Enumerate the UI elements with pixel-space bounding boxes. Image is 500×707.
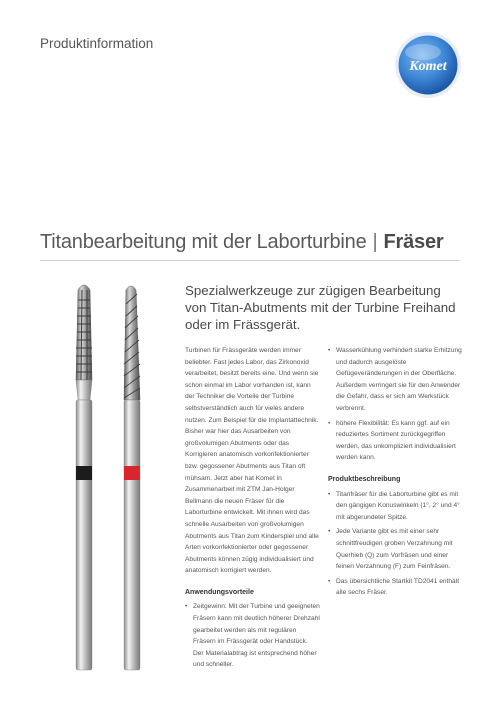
tools-illustration xyxy=(40,270,170,690)
advantages-list xyxy=(185,601,320,671)
page-title xyxy=(40,231,443,254)
list-item: • Das übersichtliche Startkit TD2041 enthält alle sechs Fräser. xyxy=(328,577,460,597)
section-heading-anwendungsvorteile: Anwendungsvorteile xyxy=(185,588,254,596)
tool-ring-red xyxy=(124,466,140,480)
komet-logo xyxy=(393,30,463,100)
tool-fine-spiral-bur xyxy=(124,286,140,670)
title-separator: | xyxy=(372,231,378,253)
header-label: Produktinformation xyxy=(40,36,154,51)
body-column-right xyxy=(328,345,463,602)
list-item: • Jede Variante gibt es mit einer sehr schnittfreudigen groben Verzahnung mit Querhieb (Q) zum Vorfräsen und einer feinen Verzahnung (F) zum Feinfräsen. xyxy=(328,528,453,571)
logo-text: Komet xyxy=(409,59,447,74)
product-description-list xyxy=(328,489,463,599)
list-item: • Wasserkühlung verhindert starke Erhitzung und dadurch ausgelöste Gefügeveränderungen in der Oberfläche. Außerdem verringert sie für den Anwender die Gefahr, dass er sich am Werkstück verbrennt. xyxy=(328,347,462,412)
body-paragraph: Turbinen für Frässgeräte werden immer beliebter. Fast jedes Labor, das Zirkonoxid verarbeitet, besitzt bereits eine. Und wenn sie schon einmal im Labor vorhanden ist, kann der Techniker die Vorteile der Turbine selbstverständlich auch für vieles andere nutzen. Zum Beispiel für die Implantattechnik. Bisher war hier das Ausarbeiten von großvolumigen Abutments oder das Korrigieren anatomisch vorkonfektionierter bzw. gegossener Abutments aus Titan oft mühsam. Jetzt aber hat Komet in Zusammenarbeit mit ZTM Jan-Holger Bellmann die neuen Fräser für die Laborturbine entwickelt. Mit ihnen wird das schnelle Ausarbeiten von großvolumigen Abutments aus Titan zum Kinderspiel und alle Arten vorkonfektionierter oder gegossener Abutments können zügig individualisiert und anatomisch korrigiert werden. xyxy=(185,347,319,575)
intro-heading: Spezialwerkzeuge zur zügigen Bearbeitung von Titan-Abutments mit der Turbine Freihand oder im Frässgerät. xyxy=(185,283,456,332)
list-item: • Zeitgewinn: Mit der Turbine und geeigneten Fräsern kann mit deutlich höherer Drehzahl gearbeitet werden als mit regulären Fräsern im Frässgerät oder Handstück. Der Materialabtrag ist entsprechend höher und schneller. xyxy=(185,603,320,669)
tool-ring-black xyxy=(76,466,92,480)
tool-cross-cut-bur xyxy=(76,285,92,670)
advantages-list-continued xyxy=(328,345,463,464)
title-rule xyxy=(40,260,460,261)
body-column-left xyxy=(185,345,320,674)
title-main: Titanbearbeitung mit der Laborturbine xyxy=(40,231,367,253)
list-item: • höhere Flexibilität: Es kann ggf. auf ein reduziertes Sortiment zurückgegriffen werden, das unkompliziert individualisiert werden kann. xyxy=(328,419,456,462)
title-highlight: Fräser xyxy=(383,231,444,253)
list-item: • Titanfräser für die Laborturbine gibt es mit den gängigen Konuswinkeln (1°, 2° und 4° mit abgerundeter Spitze. xyxy=(328,490,460,521)
section-heading-produktbeschreibung: Produktbeschreibung xyxy=(328,475,401,483)
